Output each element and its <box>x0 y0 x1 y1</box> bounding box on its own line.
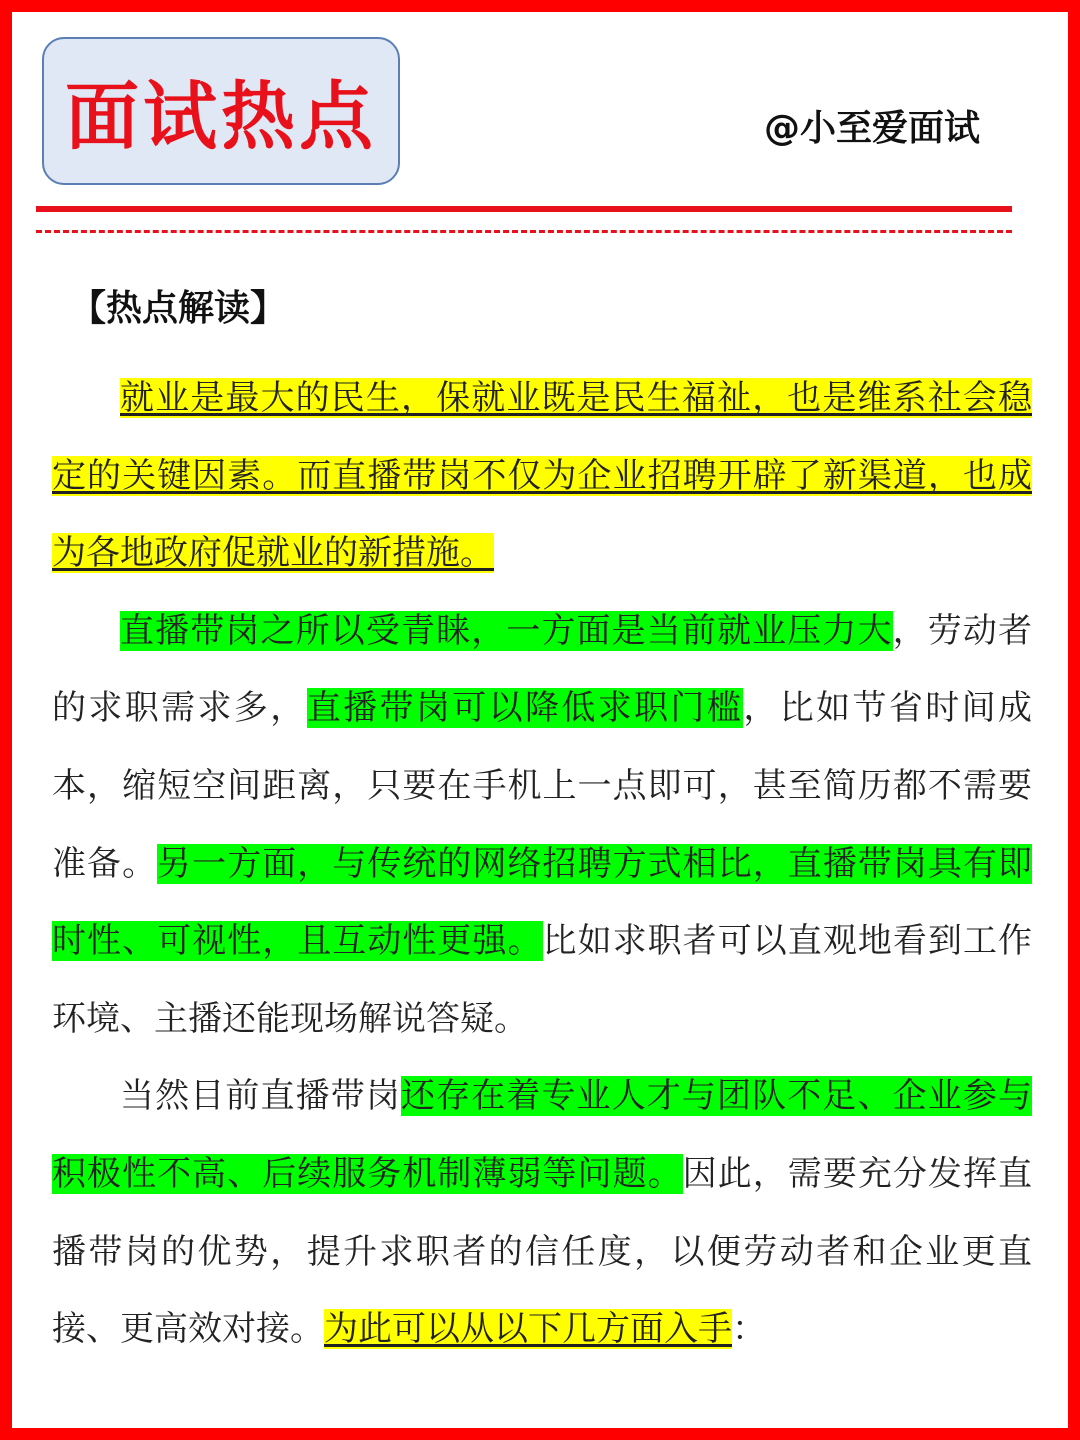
body-text: ： <box>732 1309 766 1350</box>
highlight-yellow-text: 为此可以从以下几方面入手 <box>324 1309 732 1350</box>
card <box>12 12 1068 1428</box>
highlight-yellow-text: 就业是最大的民生，保就业既是民生福祉，也是维系社会稳定的关键因素。而直播带岗不仅为企业招聘开辟了新渠道，也成为各地政府促就业的新措施。 <box>52 378 1032 574</box>
highlight-green-text: 还存在着专业人才与团队不足、企业参与积极性不高、后续服务机制薄弱等问题。 <box>52 1076 1033 1194</box>
paragraph <box>52 593 1032 1059</box>
body-text: 因此，需要充分发挥直播带岗的优势，提升求职者的信任度，以便劳动者和企业更直接、更高效对接。 <box>52 1153 1033 1350</box>
body-text: 当然目前直播带岗 <box>120 1076 401 1117</box>
author-handle: @小至爱面试 <box>764 108 981 149</box>
body-text: ，劳动者的求职需求多， <box>52 610 1033 729</box>
highlight-green-text: 直播带岗可以降低求职门槛 <box>306 688 744 729</box>
paragraph <box>52 360 1032 593</box>
divider-dashed <box>36 230 1012 233</box>
body-text: ，比如节省时间成本，缩短空间距离，只要在手机上一点即可，甚至简历都不需要准备。 <box>52 688 1033 884</box>
article-body <box>52 360 1032 1369</box>
body-text: 比如求职者可以直观地看到工作环境、主播还能现场解说答疑。 <box>52 921 1033 1039</box>
divider-solid <box>36 206 1012 212</box>
title-badge <box>42 37 400 185</box>
highlight-green-text: 另一方面，与传统的网络招聘方式相比，直播带岗具有即时性、可视性，且互动性更强。 <box>52 843 1033 962</box>
page-title: 面试热点 <box>65 74 377 160</box>
section-heading: 【热点解读】 <box>70 287 287 329</box>
paragraph <box>52 1058 1032 1368</box>
highlight-green-text: 直播带岗之所以受青睐，一方面是当前就业压力大 <box>120 610 893 651</box>
